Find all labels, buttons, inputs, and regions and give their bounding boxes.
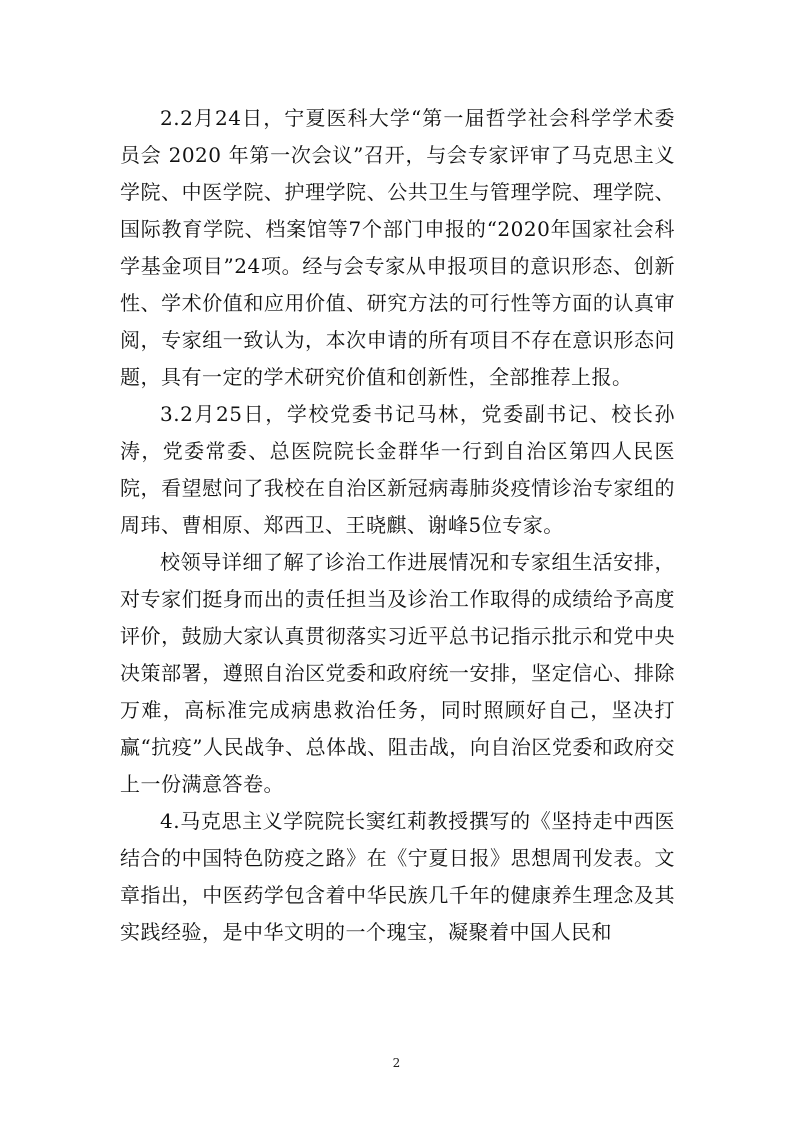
paragraph-item-2: 2.2月24日，宁夏医科大学“第一届哲学社会科学学术委员会 2020 年第一次会议”召开，与会专家评审了马克思主义学院、中医学院、护理学院、公共卫生与管理学院、理学院、国际教育学院、档案馆等7个部门申报的“2020年国家社会科学基金项目”24项。经与会专家从申报项目的意识形态、创新性、学术价值和应用价值、研究方法的可行性等方面的认真审阅，专家组一致认为，本次申请的所有项目不存在意识形态问题，具有一定的学术研究价值和创新性，全部推荐上报。 [120, 106, 675, 389]
paragraph-item-4: 4.马克思主义学院院长窦红莉教授撰写的《坚持走中西医结合的中国特色防疫之路》在《宁夏日报》思想周刊发表。文章指出，中医药学包含着中华民族几千年的健康养生理念及其实践经验，是中华文明的一个瑰宝，凝聚着中国人民和 [120, 809, 675, 944]
paragraph-item-3: 3.2月25日，学校党委书记马林，党委副书记、校长孙涛，党委常委、总医院院长金群华一行到自治区第四人民医院，看望慰问了我校在自治区新冠病毒肺炎疫情诊治专家组的周玮、曹相原、郑西卫、王晓麒、谢峰5位专家。 [120, 402, 675, 537]
paragraph-leaders-visit: 校领导详细了解了诊治工作进展情况和专家组生活安排，对专家们挺身而出的责任担当及诊治工作取得的成绩给予高度评价，鼓励大家认真贯彻落实习近平总书记指示批示和党中央决策部署，遵照自治区党委和政府统一安排，坚定信心、排除万难，高标准完成病患救治任务，同时照顾好自己，坚决打赢“抗疫”人民战争、总体战、阻击战，向自治区党委和政府交上一份满意答卷。 [120, 550, 675, 796]
page-number: 2 [392, 1056, 401, 1070]
document-body [120, 100, 675, 951]
